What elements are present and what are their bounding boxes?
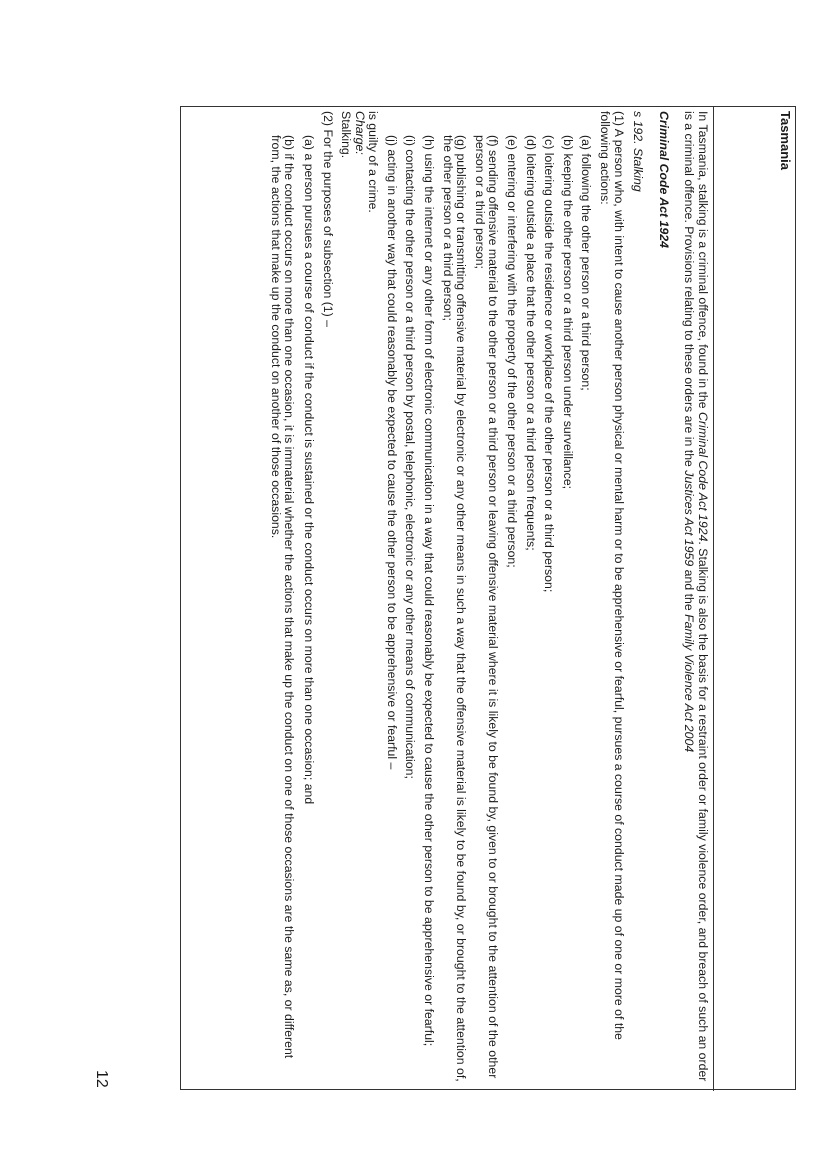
subsection-2: (2) For the purposes of subsection (1) –	[320, 111, 335, 327]
list-item: (a) following the other person or a third person;	[579, 135, 594, 391]
sub-item: (b) if the conduct occurs on more than one occasion, it is immaterial whether the actions that make up the conduct on one of those occasions are the same as, or different from, the actions that make up the conduct on another of those occasions.	[268, 135, 297, 1059]
charge-value: Stalking.	[339, 111, 354, 159]
page-number: 12	[93, 1070, 110, 1088]
list-item: (f) sending offensive material to the other person or a third person or leaving offensive material where it is likely to be found by, given to or brought to the attention of the other person or a third person;	[472, 135, 501, 1079]
intro-act-2: Justices Act 1959	[682, 470, 697, 567]
intro-text-3: and the	[682, 566, 697, 615]
section-reference: s 192. Stalking	[631, 111, 646, 192]
table-frame	[180, 106, 796, 1090]
list-item: (c) loitering outside the residence or workplace of the other person or a third person;	[542, 135, 557, 593]
intro-paragraph	[682, 111, 709, 1085]
intro-act-3: Family Violence Act 2004	[682, 614, 697, 753]
list-item: (b) keeping the other person or a third person under surveillance;	[560, 135, 575, 490]
jurisdiction-cell	[713, 107, 795, 1091]
list-item: (d) loitering outside a place that the other person or a third person frequents;	[523, 135, 538, 551]
content-cell	[262, 111, 709, 1085]
intro-act-1: Criminal Code Act 1924	[696, 412, 710, 542]
list-item: (j) acting in another way that could reasonably be expected to cause the other person to be apprehensive or fearful –	[384, 135, 399, 770]
rotated-page	[93, 106, 796, 1166]
act-heading: Criminal Code Act 1924	[656, 111, 671, 248]
charge-label-text: Charge:	[352, 111, 367, 155]
list-item: (e) entering or interfering with the property of the other person or a third person;	[505, 135, 520, 568]
list-item: (g) publishing or transmitting offensive material by electronic or any other means in such a way that the offensive material is likely to be found by, or brought to the attention of, the other person or a third person;	[440, 135, 469, 1082]
list-item: (h) using the internet or any other form of electronic communication in a way that could reasonably be expected to cause the other person to be apprehensive or fearful;	[422, 135, 437, 1047]
intro-text-2: . Stalking is also the basis for a restraint order or family violence order, and breach of such an order is a criminal offence. Provisions relating to these orders are in the	[682, 111, 710, 1082]
charge-label	[352, 111, 366, 1085]
jurisdiction-label: Tasmania	[778, 111, 793, 171]
guilty-line: is guilty of a crime.	[366, 111, 381, 213]
subsection-1: (1) A person who, with intent to cause another person physical or mental harm or to be apprehensive or fearful, pursues a course of conduct made up of one or more of the following actions:	[598, 111, 626, 1040]
sub-item: (a) a person pursues a course of conduct if the conduct is sustained or the conduct occurs on more than one occasion; and	[301, 135, 316, 805]
intro-text-1: In Tasmania, stalking is a criminal offence, found in the	[696, 111, 710, 412]
list-item: (i) contacting the other person or a third person by postal, telephonic, electronic or any other means of communication;	[403, 135, 418, 779]
